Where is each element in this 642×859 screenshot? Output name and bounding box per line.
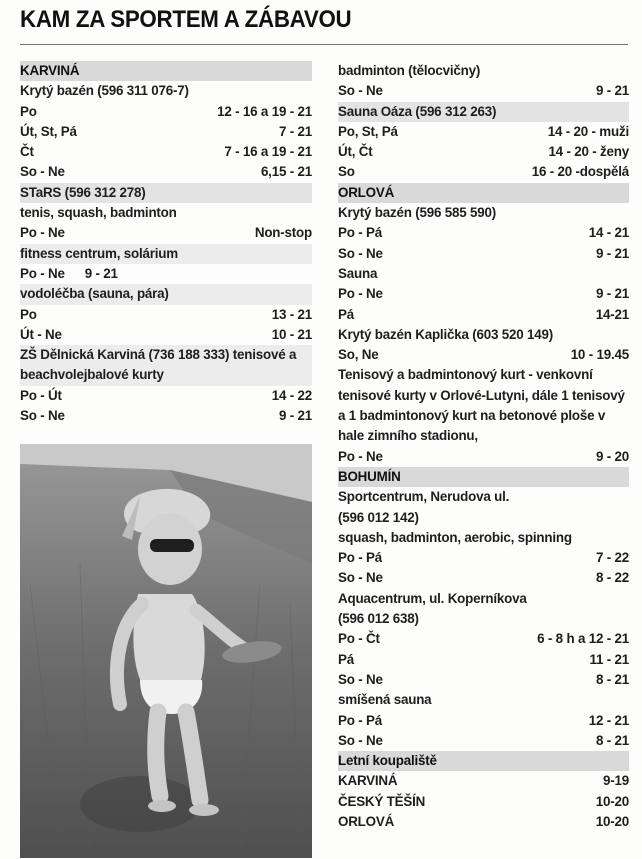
schedule-row: Út - Ne 10 - 21 — [20, 326, 312, 342]
schedule-row: Po - Ne 9 - 21 — [338, 286, 629, 302]
schedule-row: Čt 7 - 16 a 19 - 21 — [20, 144, 312, 160]
schedule-row: Po - Ne Non-stop — [20, 225, 312, 241]
schedule-row: So - Ne 8 - 21 — [338, 671, 629, 687]
section-heading-karvina: KARVINÁ — [20, 61, 312, 81]
schedule-row: Po - Pá 12 - 21 — [338, 712, 629, 728]
schedule-row: Po - Pá 7 - 22 — [338, 550, 629, 566]
schedule-row: Po - Út 14 - 22 — [20, 387, 312, 403]
schedule-row: Po - Ne 9 - 21 — [20, 265, 118, 281]
venue-sportcentrum: Sportcentrum, Nerudova ul. — [338, 489, 510, 505]
child-photo — [20, 444, 312, 858]
schedule-row: So - Ne 8 - 22 — [338, 570, 629, 586]
child-photo-illustration — [20, 444, 312, 858]
section-heading-letni-koupaliste: Letní koupaliště — [338, 751, 629, 771]
venue-kaplicka: Krytý bazén Kaplička (603 520 149) — [338, 326, 554, 342]
schedule-row: Po - Pá 14 - 21 — [338, 225, 629, 241]
schedule-row: So - Ne 8 - 21 — [338, 732, 629, 748]
venue-vodolecba: vodoléčba (sauna, pára) — [20, 284, 312, 304]
venue-stars: STaRS (596 312 278) — [20, 183, 312, 203]
venue-sauna: Sauna — [338, 265, 378, 281]
left-column — [20, 61, 312, 426]
venue-aquacentrum-phone: (596 012 638) — [338, 611, 419, 627]
schedule-row: So 16 - 20 -dospělá — [338, 164, 629, 180]
venue-orlova-bazen: Krytý bazén (596 585 590) — [338, 205, 497, 221]
schedule-row: Pá 14-21 — [338, 306, 629, 322]
venue-sauna-oaza: Sauna Oáza (596 312 263) — [338, 102, 629, 122]
schedule-row: Po, St, Pá 14 - 20 - muži — [338, 123, 629, 139]
venue-activities: tenis, squash, badminton — [20, 205, 177, 221]
schedule-row: ORLOVÁ 10-20 — [338, 813, 629, 829]
venue-badminton: badminton (tělocvičny) — [338, 63, 481, 78]
schedule-row: So - Ne 9 - 21 — [20, 408, 312, 424]
section-heading-bohumin: BOHUMÍN — [338, 467, 629, 487]
schedule-row: So - Ne 9 - 21 — [338, 245, 629, 261]
schedule-row: Út, St, Pá 7 - 21 — [20, 123, 312, 139]
venue-kryty-bazen: Krytý bazén (596 311 076-7) — [20, 83, 189, 99]
venue-sportcentrum-phone: (596 012 142) — [338, 509, 419, 525]
schedule-row: So, Ne 10 - 19.45 — [338, 347, 629, 363]
right-column — [338, 61, 629, 832]
page-title: KAM ZA SPORTEM A ZÁBAVOU — [20, 6, 352, 33]
schedule-row: Pá 11 - 21 — [338, 651, 629, 667]
schedule-row: So - Ne 6,15 - 21 — [20, 164, 312, 180]
section-heading-orlova: ORLOVÁ — [338, 183, 629, 203]
schedule-row: KARVINÁ 9-19 — [338, 773, 629, 789]
title-divider — [20, 44, 628, 45]
schedule-row: Po 12 - 16 a 19 - 21 — [20, 103, 312, 119]
schedule-row: ČESKÝ TĚŠÍN 10-20 — [338, 793, 629, 809]
schedule-row: Po - Ne 9 - 20 — [338, 448, 629, 464]
schedule-row: Út, Čt 14 - 20 - ženy — [338, 144, 629, 160]
venue-zs-delnicka: ZŠ Dělnická Karviná (736 188 333) tenisové a beachvolejbalové kurty — [20, 345, 312, 386]
venue-smisena-sauna: smíšená sauna — [338, 692, 432, 708]
venue-fitness: fitness centrum, solárium — [20, 244, 312, 264]
venue-activities: squash, badminton, aerobic, spinning — [338, 529, 572, 545]
schedule-row: Po 13 - 21 — [20, 306, 312, 322]
schedule-row: So - Ne 9 - 21 — [338, 83, 629, 99]
venue-aquacentrum: Aquacentrum, ul. Koperníkova — [338, 590, 527, 606]
venue-tenisovy-kurt: Tenisový a badmintonový kurt - venkovní tenisové kurty v Orlové-Lutyni, dále 1 tenisový a 1 badmintonový kurt na betonové ploše v hale zimního stadionu, — [338, 367, 625, 444]
schedule-row: Po - Čt 6 - 8 h a 12 - 21 — [338, 631, 629, 647]
